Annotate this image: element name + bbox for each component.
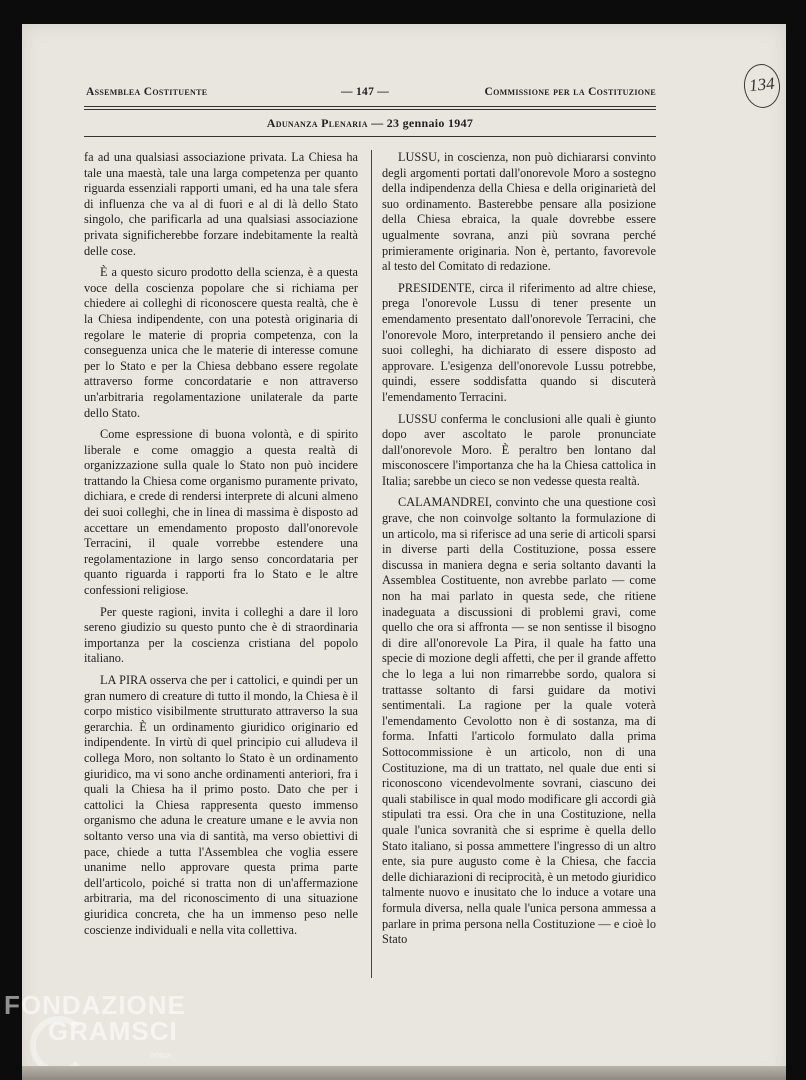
header-left: Assemblea Costituente: [86, 86, 208, 98]
header-rule-bottom: [84, 109, 656, 110]
handwritten-page-number: 134: [742, 62, 782, 110]
left-column: [84, 150, 358, 944]
paragraph: CALAMANDREI, convinto che una questione così grave, che non coinvolge soltanto la formulazione di un articolo, ma si riferisce ad una serie di articoli sparsi in diverse parti della Costituzione, possa essere discussa in maniera degna e seria soltanto davanti la Assemblea Costituente, non avrebbe parlato — come non ha mai parlato in questa sede, che ritiene inadeguata a discussioni di problemi gravi, come quello che ora si affronta — se non sentisse il bisogno di dire all'onorevole La Pira, il quale ha fatto una specie di mozione degli affetti, che per il grande affetto che lo lega a lui non rimarrebbe sordo, qualora si trattasse soltanto di farsi guidare da motivi sentimentali. La ragione per la quale voterà l'emendamento Cevolotto non è di sostanza, ma di forma. Infatti l'articolo formulato dalla prima Sottocommissione è un articolo, non di una Costituzione, ma di un trattato, nel quale due enti si riconoscono vicendevolmente sovrani, ciascuno dei quali stabilisce in qual modo modificare gli accordi già stipulati tra essi. Ora che in una Costituzione, nella quale l'unica sovranità che si esprime è quella dello Stato italiano, si possa ammettere l'ingresso di un altro ente, sia pure augusto come è la Chiesa, che faccia delle dichiarazioni di reciprocità, è un metodo giuridico talmente nuovo e inusitato che lo induce a votare una formula diversa, nella quale l'unica persona ammessa a parlare in prima persona nella Costituzione — e cioè lo Stato: [382, 495, 656, 947]
header-right: Commissione per la Costituzione: [484, 86, 656, 98]
paragraph: fa ad una qualsiasi associazione privata. La Chiesa ha tale una maestà, tale una larga competenza per quanto riguarda essenziali rapporti umani, ed ha una tale sfera di influenza che va al di fuori e al di là dello Stato singolo, che parificarla ad una qualsiasi associazione privata significherebbe forzare indebitamente la realtà delle cose.: [84, 150, 358, 258]
paragraph: LUSSU conferma le conclusioni alle quali è giunto dopo aver ascoltato le parole pronunciate dall'onorevole Moro. È peraltro ben lontano dal misconoscere l'importanza che ha la Chiesa cattolica in Italia; sarebbe un cieco se non vedesse questa realtà.: [382, 411, 656, 488]
paragraph: Come espressione di buona volontà, e di spirito liberale e come omaggio a questa realtà di organizzazione sulla quale lo Stato non può incidere trattando la Chiesa come organismo puramente privato, dichiara, e crede di rendersi interprete di alcuni almeno dei suoi colleghi, che in linea di massima è disposto ad accettare un emendamento proposto dall'onorevole Terracini, il quale vorrebbe estendere una regolamentazione in largo senso concordataria per quanto riguarda i rapporti fra lo Stato e le altre confessioni religiose.: [84, 427, 358, 598]
running-header: [86, 86, 656, 102]
paragraph: LA PIRA osserva che per i cattolici, e quindi per un gran numero di creature di tutto il mondo, la Chiesa è il corpo mistico visibilmente strutturato attraverso la sua gerarchia. È un ordinamento giuridico originario ed indipendente. In virtù di quel principio cui alludeva il collega Moro, non soltanto lo Stato è un ordinamento giuridico, ma vi sono anche ordinamenti anteriori, fra i quali la Chiesa ha il primo posto. Dato che per i cattolici la Chiesa rappresenta questo immenso organismo che aduna le creature umane e le avvia non soltanto verso una via di santità, ma verso obiettivi di pace, chiede a tutta l'Assemblea che voglia essere unanime nello approvare questa prima parte dell'articolo, poiché si tratta non di un'affermazione arbitraria, ma del riconoscimento di una situazione giuridica concreta, che ha un immenso peso nelle coscienze individuali e nella vita collettiva.: [84, 673, 358, 937]
paragraph: È a questo sicuro prodotto della scienza, è a questa voce della coscienza popolare che si richiama per chiedere ai colleghi di riconoscere questa realtà, che è la Chiesa indipendente, con una potestà originaria di regolare le materie di propria competenza, con la conseguenza unica che le materie di interesse comune per lo Stato e per la Chiesa debbano essere regolate attraverso forme concordatarie e non attraverso un'arbitraria regolamentazione unilaterale da parte dello Stato.: [84, 265, 358, 420]
paragraph: PRESIDENTE, circa il riferimento ad altre chiese, prega l'onorevole Lussu di tener presente un emendamento presentato dall'onorevole Terracini, che l'onorevole Moro, interpretando il pensiero anche dei suoi colleghi, ha dichiarato di essere disposto ad approvare. L'esigenza dell'onorevole Lussu potrebbe, quindi, essere soddisfatta quando si discuterà l'emendamento Terracini.: [382, 280, 656, 404]
session-label: Adunanza Plenaria: [266, 116, 368, 130]
session-title: [84, 116, 656, 131]
paragraph: LUSSU, in coscienza, non può dichiararsi convinto degli argomenti portati dall'onorevole Moro a sostegno della indipendenza della Chiesa e della originarietà del suo ordinamento. Basterebbe pensare alla posizione della Chiesa ebraica, la quale dovrebbe essere ugualmente sovrana, anzi più sovrana perché primieramente originaria. Non è, pertanto, favorevole al testo del Comitato di redazione.: [382, 150, 656, 274]
watermark-suffix: onlus: [150, 1050, 172, 1060]
watermark-line1: FONDAZIONE: [4, 990, 186, 1020]
watermark: [4, 992, 186, 1044]
session-rule: [84, 136, 656, 137]
scan-edge: [22, 1066, 786, 1080]
session-date: — 23 gennaio 1947: [371, 116, 474, 130]
watermark-line2: GRAMSCI: [48, 1016, 178, 1046]
page-number: — 147 —: [341, 86, 390, 98]
column-divider: [371, 150, 372, 978]
paragraph: Per queste ragioni, invita i colleghi a dare il loro sereno giudizio su questo punto che è di straordinaria importanza per la coscienza cristiana del popolo italiano.: [84, 604, 358, 666]
header-rule-top: [84, 106, 656, 107]
right-column: [382, 150, 656, 954]
